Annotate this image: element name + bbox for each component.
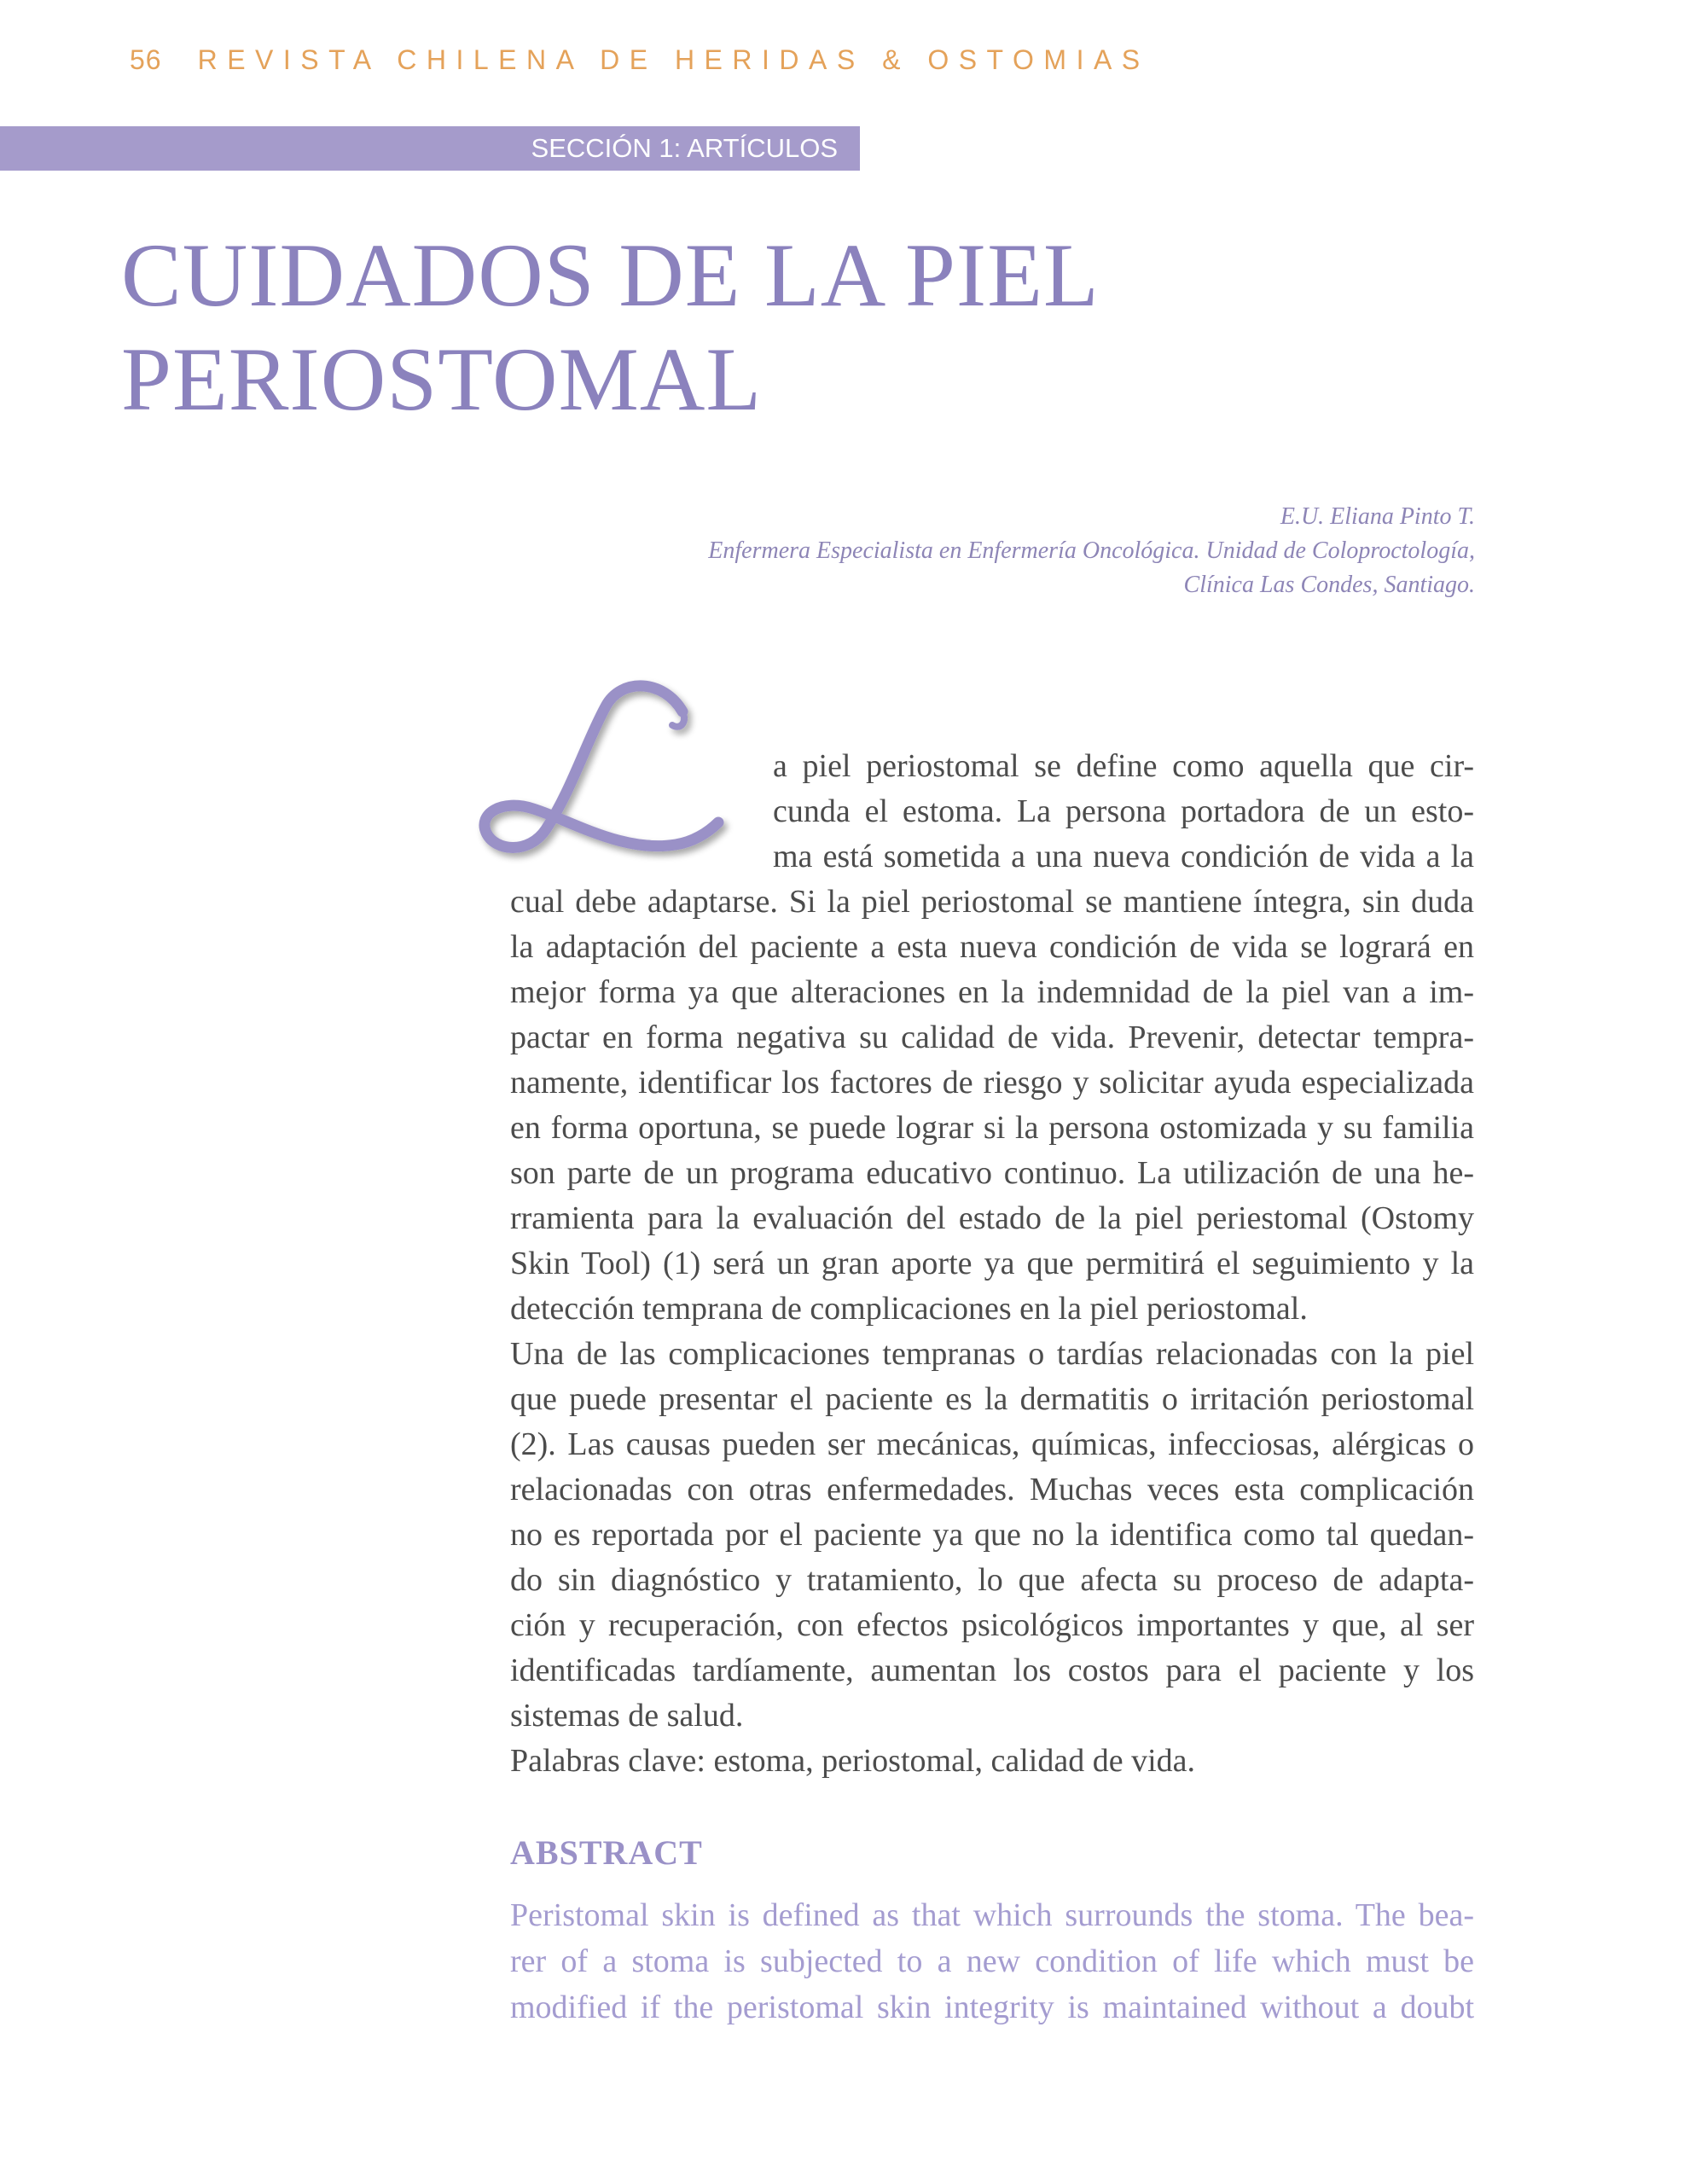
body-line: en forma oportuna, se puede lograr si la persona ostomizada y su familia [510,1110,1474,1146]
section-band [0,126,860,171]
body-line: do sin diagnóstico y tratamiento, lo que afecta su proceso de adapta- [510,1562,1474,1598]
abstract-line: modified if the peristomal skin integrity is maintained without a doubt [510,1989,1474,2025]
title-line-2: PERIOSTOMAL [121,329,763,429]
body-line: (2). Las causas pueden ser mecánicas, químicas, infecciosas, alérgicas o [510,1426,1474,1462]
author-name: E.U. Eliana Pinto T. [1280,503,1475,530]
body-line: cual debe adaptarse. Si la piel periostomal se mantiene íntegra, sin duda [510,884,1474,920]
body-line: a piel periostomal se define como aquella que cir- [773,748,1474,784]
body-line: sistemas de salud. [510,1698,744,1734]
body-line: no es reportada por el paciente ya que no la identifica como tal quedan- [510,1517,1474,1553]
journal-name: REVISTA CHILENA DE HERIDAS & OSTOMIAS [197,44,1150,75]
body-line: cunda el estoma. La persona portadora de un esto- [773,793,1474,829]
title-line-1: CUIDADOS DE LA PIEL [121,225,1100,325]
body-line: rramienta para la evaluación del estado de la piel periestomal (Ostomy [510,1200,1474,1236]
body-line: namente, identificar los factores de riesgo y solicitar ayuda especializada [510,1065,1474,1101]
page-number: 56 [130,44,162,75]
body-line: mejor forma ya que alteraciones en la indemnidad de la piel van a im- [510,974,1474,1010]
body-line: ción y recuperación, con efectos psicológicos importantes y que, al ser [510,1607,1474,1643]
body-line: ma está sometida a una nueva condición de vida a la [773,839,1474,874]
body-line: detección temprana de complicaciones en la piel periostomal. [510,1291,1308,1327]
body-line: son parte de un programa educativo continuo. La utilización de una he- [510,1155,1474,1191]
body-line: Una de las complicaciones tempranas o tardías relacionadas con la piel [510,1336,1474,1372]
running-head [130,44,1150,76]
author-affiliation-2: Clínica Las Condes, Santiago. [1183,572,1475,598]
body-line: que puede presentar el paciente es la dermatitis o irritación periostomal [510,1381,1474,1417]
keywords-line: Palabras clave: estoma, periostomal, calidad de vida. [510,1743,1195,1779]
body-line: identificadas tardíamente, aumentan los costos para el paciente y los [510,1653,1474,1688]
article-title [121,224,1452,432]
abstract-line: Peristomal skin is defined as that which surrounds the stoma. The bea- [510,1897,1474,1933]
abstract-english [510,1892,1474,2030]
article-body [510,744,1474,1784]
author-affiliation-1: Enfermera Especialista en Enfermería Oncológica. Unidad de Coloproctología, [708,537,1475,564]
abstract-line: rer of a stoma is subjected to a new condition of life which must be [510,1943,1474,1979]
body-line: Skin Tool) (1) será un gran aporte ya que permitirá el seguimiento y la [510,1246,1474,1281]
body-line: relacionadas con otras enfermedades. Muchas veces esta complicación [510,1472,1474,1507]
section-label: SECCIÓN 1: ARTÍCULOS [531,133,838,163]
body-line: pactar en forma negativa su calidad de vida. Prevenir, detectar tempra- [510,1019,1474,1055]
body-line: la adaptación del paciente a esta nueva condición de vida se logrará en [510,929,1474,965]
abstract-heading: ABSTRACT [510,1833,703,1872]
author-block [451,500,1475,602]
